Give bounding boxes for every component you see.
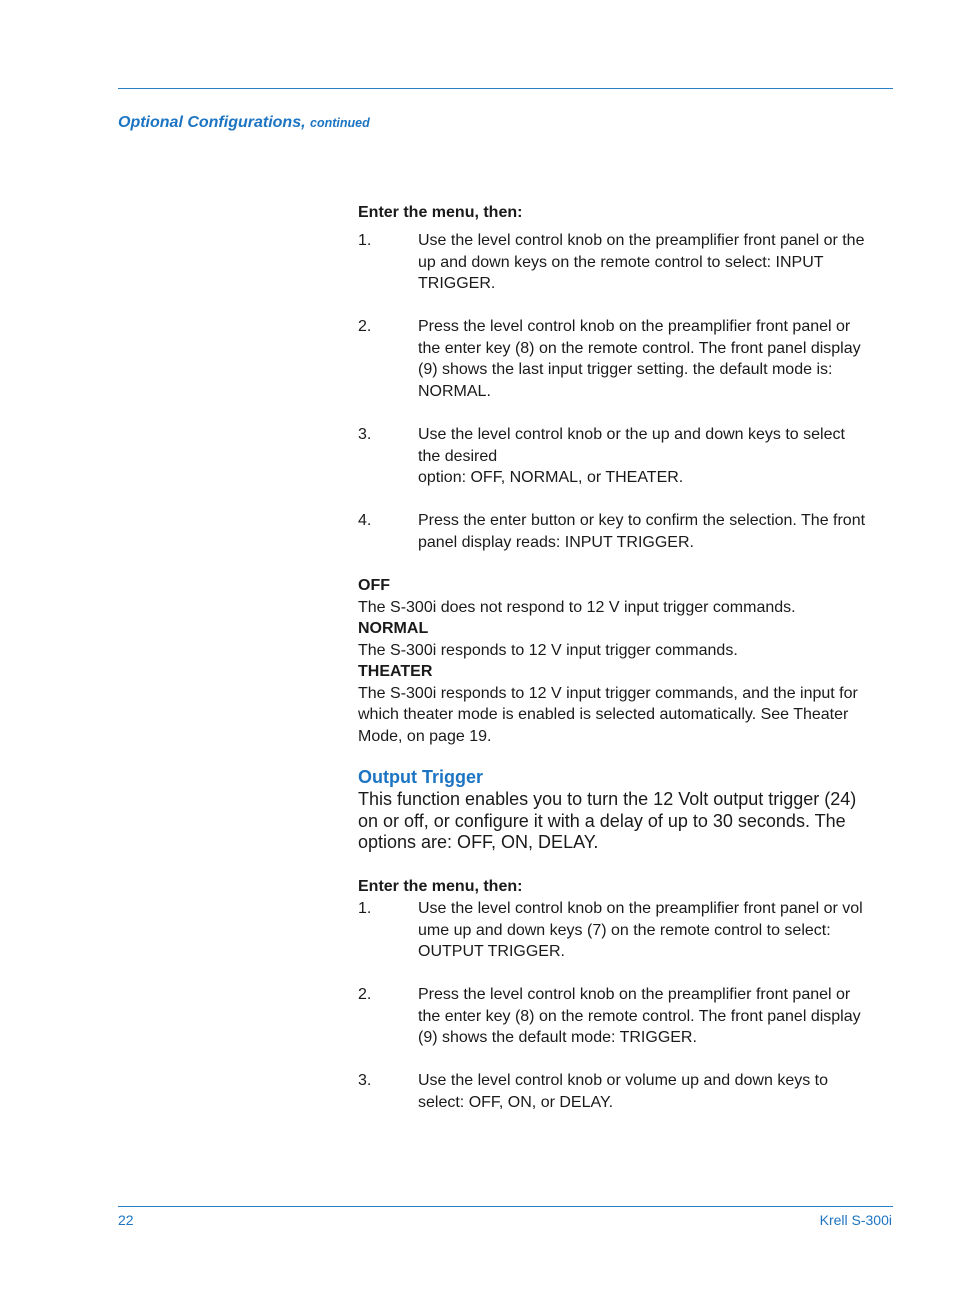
option-description: The S-300i does not respond to 12 V input trigger commands.	[358, 598, 796, 616]
output-trigger-intro	[358, 789, 888, 854]
step-line: Use the level control knob on the preamplifier front panel or vol	[418, 900, 863, 917]
step-line: (9) shows the last input trigger setting. the default mode is:	[418, 361, 833, 378]
option-description: Mode, on page 19.	[358, 727, 492, 745]
enter-menu-heading-2: Enter the menu, then:	[358, 878, 523, 895]
step-line: Press the level control knob on the preamplifier front panel or	[418, 986, 851, 1003]
step-line: OUTPUT TRIGGER.	[418, 943, 565, 960]
option-description: The S-300i responds to 12 V input trigger commands.	[358, 641, 738, 659]
step-text	[418, 898, 893, 963]
output-trigger-heading: Output Trigger	[358, 767, 483, 787]
page-number: 22	[118, 1212, 134, 1228]
step-line: up and down keys on the remote control to select: INPUT	[418, 253, 824, 271]
step-line: the enter key (8) on the remote control. The front panel display	[418, 1007, 861, 1025]
step-line: Use the level control knob or volume up and down keys to	[418, 1072, 829, 1089]
step-number: 2.	[358, 318, 372, 335]
intro-line: on or off, or configure it with a delay of up to 30 seconds. The	[358, 810, 846, 831]
option-term-theater: THEATER	[358, 663, 433, 680]
step-line: Use the level control knob on the preamplifier front panel or the	[418, 232, 865, 249]
option-term-normal: NORMAL	[358, 620, 429, 637]
option-term-off: OFF	[358, 577, 390, 594]
intro-line: This function enables you to turn the 12 Volt output trigger (24)	[358, 789, 857, 809]
step-line: Use the level control knob or the up and down keys to select	[418, 426, 845, 443]
step-text	[418, 510, 893, 553]
enter-menu-heading-1: Enter the menu, then:	[358, 204, 523, 221]
step-number: 3.	[358, 1072, 372, 1089]
step-line: Press the level control knob on the preamplifier front panel or	[418, 318, 851, 335]
continued-label: continued	[310, 116, 370, 130]
trigger-options	[358, 575, 898, 747]
step-text	[418, 1070, 893, 1113]
step-line: the enter key (8) on the remote control. The front panel display	[418, 339, 861, 357]
option-description: The S-300i responds to 12 V input trigger commands, and the input for	[358, 684, 858, 702]
step-line: panel display reads: INPUT TRIGGER.	[418, 533, 694, 551]
step-line: option: OFF, NORMAL, or THEATER.	[418, 469, 684, 486]
step-line: select: OFF, ON, or DELAY.	[418, 1093, 614, 1111]
step-line: TRIGGER.	[418, 275, 496, 292]
step-line: ume up and down keys (7) on the remote control to select:	[418, 921, 831, 939]
step-line: NORMAL.	[418, 382, 491, 400]
step-line: Press the enter button or key to confirm the selection. The front	[418, 512, 866, 529]
step-number: 4.	[358, 512, 372, 529]
footer-rule	[118, 1206, 893, 1207]
header-rule	[118, 88, 893, 89]
step-text	[418, 316, 893, 402]
section-title	[118, 114, 370, 132]
intro-line: options are: OFF, ON, DELAY.	[358, 832, 599, 852]
step-number: 2.	[358, 986, 372, 1003]
step-number: 1.	[358, 900, 372, 917]
step-line: (9) shows the default mode: TRIGGER.	[418, 1029, 697, 1046]
step-text	[418, 424, 893, 489]
section-title-text: Optional Configurations,	[118, 114, 306, 131]
step-text	[418, 230, 893, 295]
step-number: 1.	[358, 232, 372, 249]
step-line: the desired	[418, 447, 498, 465]
step-number: 3.	[358, 426, 372, 443]
step-text	[418, 984, 893, 1049]
option-description: which theater mode is enabled is selected automatically. See Theater	[358, 706, 849, 723]
product-name: Krell S-300i	[819, 1212, 892, 1228]
